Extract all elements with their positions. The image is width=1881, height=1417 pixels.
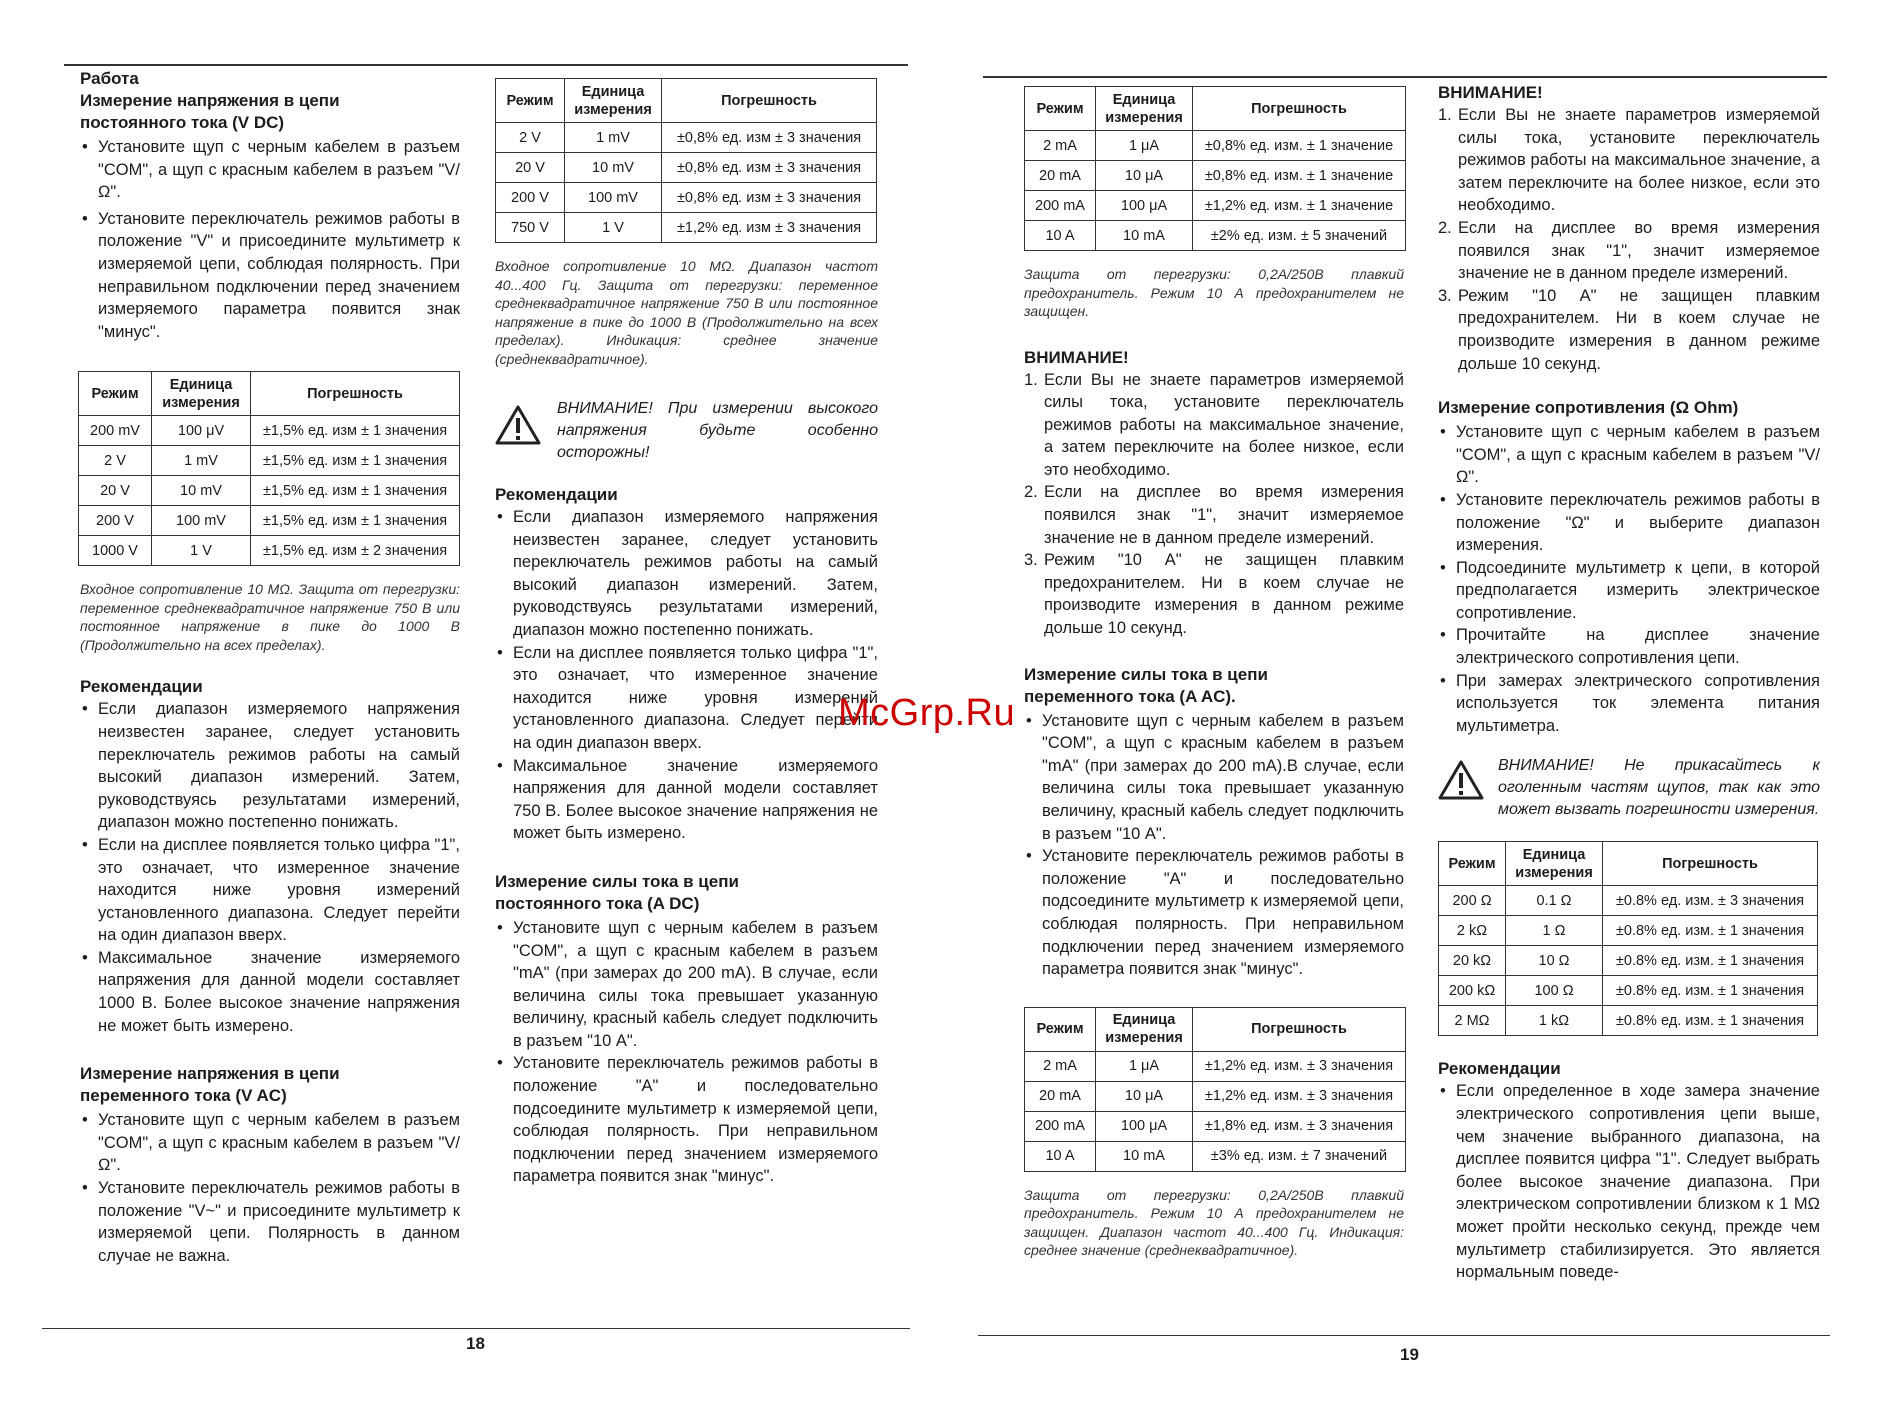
table-row bbox=[1439, 946, 1818, 976]
list-item: • Если диапазон измеряемого напряжения неизвестен заранее, следует установить переключатель режимов работы на самый высокий диапазон измерений. Затем, руководствуясь результатами измерений, диапазон можно постепенно понижать. bbox=[80, 698, 460, 834]
warning-triangle-icon bbox=[1438, 759, 1484, 801]
table-cell: 100 μA bbox=[1096, 1111, 1193, 1141]
list-item: • Установите щуп с черным кабелем в разъем "COM", а щуп с красным кабелем в разъем "V/Ω". bbox=[80, 136, 460, 204]
table-cell: 200 V bbox=[79, 506, 152, 536]
section-title: Работа bbox=[80, 69, 139, 88]
table-cell: 1 Ω bbox=[1506, 916, 1603, 946]
right-page-column-3 bbox=[1024, 86, 1404, 1260]
table-cell: 10 μA bbox=[1096, 161, 1193, 191]
page-number-right: 19 bbox=[1400, 1345, 1419, 1364]
aac-note: Защита от перегрузки: 0,2A/250B плавкий предохранитель. Режим 10 А предохранителем не защищен. Диапазон частот 40...400 Гц. Индикация: среднее значение (среднеквадратичное). bbox=[1024, 1186, 1404, 1259]
table-row bbox=[1439, 916, 1818, 946]
warning-list bbox=[1024, 369, 1404, 640]
left-page-column-1 bbox=[80, 68, 460, 1267]
list-item: • Установите переключатель режимов работы в положение "V" и присоедините мультиметр к измеряемой цепи, соблюдая полярность. При неправильном подключении перед значением измеряемого параметра появится знак "минус". bbox=[80, 208, 460, 344]
top-rule-left bbox=[64, 64, 908, 66]
vdc-table bbox=[78, 371, 460, 566]
ohm-table bbox=[1438, 841, 1818, 1036]
table-cell: 10 mA bbox=[1096, 1141, 1193, 1171]
table-cell: 10 Ω bbox=[1506, 946, 1603, 976]
table-cell: 2 V bbox=[496, 123, 565, 153]
page-number-left: 18 bbox=[466, 1334, 485, 1353]
table-cell: ±1,5% ед. изм ± 1 значения bbox=[251, 416, 460, 446]
table-row bbox=[79, 446, 460, 476]
table-cell: 1 V bbox=[152, 536, 251, 566]
table-row bbox=[1025, 131, 1406, 161]
table-cell: 2 MΩ bbox=[1439, 1006, 1506, 1036]
adc-note: Защита от перегрузки: 0,2A/250B плавкий предохранитель. Режим 10 А предохранителем не защищен. bbox=[1024, 266, 1404, 319]
table-cell: 2 V bbox=[79, 446, 152, 476]
table-header: Погрешность bbox=[662, 79, 877, 123]
table-cell: ±0.8% ед. изм. ± 3 значения bbox=[1603, 886, 1818, 916]
table-row bbox=[1025, 221, 1406, 251]
table-cell: 200 mA bbox=[1025, 191, 1096, 221]
heading-vdc: Измерение напряжения в цепи постоянного тока (V DC) bbox=[80, 91, 340, 132]
list-item: 3. Режим "10 A" не защищен плавким предохранителем. Ни в коем случае не производите измерения в данном режиме дольше 10 секунд. bbox=[1438, 286, 1820, 373]
vac-note: Входное сопротивление 10 MΩ. Диапазон частот 40...400 Гц. Защита от перегрузки: переменное среднеквадратичное напряжение 750 В или постоянное напряжение в пике до 1000 В (Продолжительно на всех пределах). Индикация: среднее значение (среднеквадратичное). bbox=[495, 258, 878, 367]
list-item: • Установите переключатель режимов работы в положение "A" и последовательно подсоедините мультиметр к измеряемой цепи, соблюдая полярность. При неправильном подключении перед значением измеряемого параметра появится знак "минус". bbox=[495, 1052, 878, 1188]
table-cell: ±0,8% ед. изм. ± 1 значение bbox=[1193, 131, 1406, 161]
heading-recommendations: Рекомендации bbox=[495, 485, 618, 504]
table-cell: ±0,8% ед. изм ± 3 значения bbox=[662, 153, 877, 183]
table-row bbox=[79, 416, 460, 446]
table-cell: 0.1 Ω bbox=[1506, 886, 1603, 916]
table-row bbox=[1025, 1111, 1406, 1141]
table-cell: ±0,8% ед. изм. ± 1 значение bbox=[1193, 161, 1406, 191]
table-row bbox=[79, 476, 460, 506]
table-header: Единица измерения bbox=[1506, 842, 1603, 886]
table-cell: ±1,5% ед. изм ± 1 значения bbox=[251, 446, 460, 476]
list-item: • Установите щуп с черным кабелем в разъем "COM", а щуп с красным кабелем в разъем "mA" (при замерах до 200 mA).В случае, если величина силы тока превышает указанную величину, красный кабель следует подключить в разъем "10 A". bbox=[1024, 710, 1404, 846]
table-cell: ±0.8% ед. изм. ± 1 значения bbox=[1603, 1006, 1818, 1036]
warning-list bbox=[1438, 104, 1820, 375]
table-header: Единица измерения bbox=[1096, 1007, 1193, 1051]
bottom-rule-left bbox=[42, 1328, 910, 1329]
table-cell: 10 A bbox=[1025, 221, 1096, 251]
table-cell: 200 mA bbox=[1025, 1111, 1096, 1141]
table-row bbox=[496, 123, 877, 153]
warning-heading: ВНИМАНИЕ! bbox=[1024, 347, 1129, 367]
table-cell: ±1,5% ед. изм ± 1 значения bbox=[251, 506, 460, 536]
table-cell: 200 mV bbox=[79, 416, 152, 446]
table-cell: 2 mA bbox=[1025, 1051, 1096, 1081]
table-cell: 1 kΩ bbox=[1506, 1006, 1603, 1036]
list-item: • Если определенное в ходе замера значение электрического сопротивления цепи выше, чем значение выбранного диапазона, на дисплее появится цифра "1". Следует выбрать более высокое значение диапазона. При электрическом сопротивлении близком к 1 MΩ может пройти несколько секунд, прежде чем мультиметр стабилизируется. Это является нормальным поведе- bbox=[1438, 1080, 1820, 1283]
table-cell: ±1,2% ед. изм. ± 1 значение bbox=[1193, 191, 1406, 221]
right-page-column-4 bbox=[1438, 82, 1820, 1284]
table-row bbox=[1025, 161, 1406, 191]
warning-triangle-icon bbox=[495, 404, 541, 446]
table-cell: 20 kΩ bbox=[1439, 946, 1506, 976]
list-item: • Установите щуп с черным кабелем в разъем "COM", а щуп с красным кабелем в разъем "V/Ω". bbox=[80, 1109, 460, 1177]
heading-vac: Измерение напряжения в цепи переменного тока (V AC) bbox=[80, 1064, 340, 1106]
table-row bbox=[1439, 1006, 1818, 1036]
table-header: Режим bbox=[1025, 87, 1096, 131]
table-row bbox=[496, 183, 877, 213]
table-cell: 1 mV bbox=[152, 446, 251, 476]
table-cell: 1000 V bbox=[79, 536, 152, 566]
list-item: • Если диапазон измеряемого напряжения неизвестен заранее, следует установить переключатель режимов работы на самый высокий диапазон измерений. Затем, руководствуясь результатами измерений, диапазон можно постепенно понижать. bbox=[495, 506, 878, 642]
table-cell: 20 mA bbox=[1025, 1081, 1096, 1111]
table-cell: ±0,8% ед. изм ± 3 значения bbox=[662, 183, 877, 213]
table-header: Единица измерения bbox=[565, 79, 662, 123]
table-cell: 10 μA bbox=[1096, 1081, 1193, 1111]
list-item: • Максимальное значение измеряемого напряжения для данной модели составляет 750 В. Более высокое значение напряжения не может быть измерено. bbox=[495, 755, 878, 845]
table-cell: ±1,8% ед. изм. ± 3 значения bbox=[1193, 1111, 1406, 1141]
heading-adc: Измерение силы тока в цепи постоянного тока (A DC) bbox=[495, 871, 739, 913]
table-cell: 1 μA bbox=[1096, 1051, 1193, 1081]
table-cell: ±1,2% ед. изм. ± 3 значения bbox=[1193, 1081, 1406, 1111]
high-voltage-warning bbox=[495, 398, 878, 464]
top-rule-right bbox=[983, 76, 1827, 78]
list-item: • Установите переключатель режимов работы в положение "A" и последовательно подсоедините мультиметр к измеряемой цепи, соблюдая полярность. При неправильном подключении перед значением измеряемого параметра появится знак "минус". bbox=[1024, 845, 1404, 981]
table-row bbox=[1025, 1141, 1406, 1171]
table-cell: ±0.8% ед. изм. ± 1 значения bbox=[1603, 946, 1818, 976]
list-item: • Установите щуп с черным кабелем в разъем "COM", а щуп с красным кабелем в разъем "V/Ω". bbox=[1438, 421, 1820, 489]
table-header: Погрешность bbox=[251, 372, 460, 416]
list-item: • Прочитайте на дисплее значение электрического сопротивления цепи. bbox=[1438, 624, 1820, 669]
list-item: 1. Если Вы не знаете параметров измеряемой силы тока, установите переключатель режимов работы на максимальное значение, а затем переключите на более низкое, если это необходимо. bbox=[1438, 106, 1820, 215]
table-cell: 10 mA bbox=[1096, 221, 1193, 251]
table-cell: 20 V bbox=[496, 153, 565, 183]
heading-recommendations: Рекомендации bbox=[80, 677, 203, 697]
list-item: 2. Если на дисплее во время измерения появился знак "1", значит измеряемое значение не в данном пределе измерений. bbox=[1438, 218, 1820, 283]
table-cell: 100 mV bbox=[152, 506, 251, 536]
table-cell: 1 mV bbox=[565, 123, 662, 153]
warning-heading: ВНИМАНИЕ! bbox=[1438, 83, 1543, 102]
table-cell: ±0.8% ед. изм. ± 1 значения bbox=[1603, 916, 1818, 946]
table-header: Погрешность bbox=[1193, 1007, 1406, 1051]
table-cell: 2 mA bbox=[1025, 131, 1096, 161]
aac-table bbox=[1024, 1007, 1406, 1172]
heading-aac: Измерение силы тока в цепи переменного тока (A AC). bbox=[1024, 664, 1268, 706]
table-cell: 10 mV bbox=[565, 153, 662, 183]
table-header: Единица измерения bbox=[152, 372, 251, 416]
warning-text: ВНИМАНИЕ! При измерении высокого напряжения будьте особенно осторожны! bbox=[557, 400, 878, 461]
table-row bbox=[496, 153, 877, 183]
heading-ohm: Измерение сопротивления (Ω Ohm) bbox=[1438, 398, 1739, 418]
table-cell: 200 V bbox=[496, 183, 565, 213]
table-cell: 1 V bbox=[565, 213, 662, 243]
table-cell: 100 μV bbox=[152, 416, 251, 446]
left-page-column-2 bbox=[495, 78, 878, 1188]
vac-table bbox=[495, 78, 877, 243]
table-cell: 10 mV bbox=[152, 476, 251, 506]
table-row bbox=[79, 506, 460, 536]
table-cell: 2 kΩ bbox=[1439, 916, 1506, 946]
table-header: Единица измерения bbox=[1096, 87, 1193, 131]
table-header: Режим bbox=[79, 372, 152, 416]
recommendations-list bbox=[495, 506, 878, 845]
table-cell: 750 V bbox=[496, 213, 565, 243]
table-cell: 100 μA bbox=[1096, 191, 1193, 221]
recommendations-list bbox=[1438, 1080, 1820, 1283]
vac-list bbox=[80, 1109, 460, 1267]
bottom-rule-right bbox=[978, 1335, 1830, 1336]
list-item: • Максимальное значение измеряемого напряжения для данной модели составляет 1000 В. Более высокое значение напряжения не может быть измерено. bbox=[80, 947, 460, 1037]
table-cell: 200 kΩ bbox=[1439, 976, 1506, 1006]
list-item: • Установите щуп с черным кабелем в разъем "COM", а щуп с красным кабелем в разъем "mA" (при замерах до 200 mA). В случае, если величина силы тока превышает указанную величину, красный кабель следует подключить в разъем "10 A". bbox=[495, 917, 878, 1053]
table-row bbox=[1439, 976, 1818, 1006]
table-row bbox=[1025, 1081, 1406, 1111]
list-item: • Установите переключатель режимов работы в положение "Ω" и выберите диапазон измерения. bbox=[1438, 489, 1820, 557]
table-cell: ±3% ед. изм. ± 7 значений bbox=[1193, 1141, 1406, 1171]
table-cell: ±1,2% ед. изм. ± 3 значения bbox=[1193, 1051, 1406, 1081]
table-header: Погрешность bbox=[1603, 842, 1818, 886]
list-item: • Если на дисплее появляется только цифра "1", это означает, что измеренное значение находится ниже уровня измерений установленного диапазона. Следует перейти на один диапазон вверх. bbox=[80, 834, 460, 947]
table-row bbox=[1439, 886, 1818, 916]
adc-list bbox=[495, 917, 878, 1188]
table-cell: ±1,5% ед. изм ± 1 значения bbox=[251, 476, 460, 506]
recommendations-list bbox=[80, 698, 460, 1037]
table-cell: 100 Ω bbox=[1506, 976, 1603, 1006]
table-row bbox=[1025, 191, 1406, 221]
list-item: 3. Режим "10 A" не защищен плавким предохранителем. Ни в коем случае не производите измерения в данном режиме дольше 10 секунд. bbox=[1024, 551, 1404, 638]
table-cell: ±0,8% ед. изм ± 3 значения bbox=[662, 123, 877, 153]
table-row bbox=[79, 536, 460, 566]
table-header: Режим bbox=[1025, 1007, 1096, 1051]
table-cell: 100 mV bbox=[565, 183, 662, 213]
table-cell: 200 Ω bbox=[1439, 886, 1506, 916]
table-header: Режим bbox=[1439, 842, 1506, 886]
table-cell: 1 μA bbox=[1096, 131, 1193, 161]
table-cell: ±0.8% ед. изм. ± 1 значения bbox=[1603, 976, 1818, 1006]
table-cell: ±1,2% ед. изм ± 3 значения bbox=[662, 213, 877, 243]
list-item: • При замерах электрического сопротивления используется ток элемента питания мультиметра. bbox=[1438, 670, 1820, 738]
probe-warning bbox=[1438, 755, 1820, 821]
table-row bbox=[1025, 1051, 1406, 1081]
ohm-list bbox=[1438, 421, 1820, 737]
list-item: • Установите переключатель режимов работы в положение "V~" и присоедините мультиметр к измеряемой цепи. Полярность в данном случае не важна. bbox=[80, 1177, 460, 1267]
list-item: 2. Если на дисплее во время измерения появился знак "1", значит измеряемое значение не в данном пределе измерений. bbox=[1024, 483, 1404, 547]
warning-text: ВНИМАНИЕ! Не прикасайтесь к оголенным частям щупов, так как это может вызвать погрешности измерения. bbox=[1498, 757, 1820, 819]
table-cell: 20 mA bbox=[1025, 161, 1096, 191]
aac-list bbox=[1024, 710, 1404, 981]
table-cell: ±2% ед. изм. ± 5 значений bbox=[1193, 221, 1406, 251]
table-cell: ±1,5% ед. изм ± 2 значения bbox=[251, 536, 460, 566]
vdc-list bbox=[80, 136, 460, 343]
table-cell: 20 V bbox=[79, 476, 152, 506]
table-header: Режим bbox=[496, 79, 565, 123]
list-item: 1. Если Вы не знаете параметров измеряемой силы тока, установите переключатель режимов работы на максимальное значение, а затем переключите на более низкое, если это необходимо. bbox=[1024, 370, 1404, 479]
table-row bbox=[496, 213, 877, 243]
watermark: McGrp.Ru bbox=[838, 692, 1016, 734]
vdc-note: Входное сопротивление 10 MΩ. Защита от перегрузки: переменное среднеквадратичное напряжение 750 В или постоянное напряжение в пике до 1000 В (Продолжительно на всех пределах). bbox=[80, 581, 460, 653]
heading-recommendations: Рекомендации bbox=[1438, 1059, 1561, 1079]
table-header: Погрешность bbox=[1193, 87, 1406, 131]
adc-table bbox=[1024, 86, 1406, 251]
list-item: • Если на дисплее появляется только цифра "1", это означает, что измеренное значение находится ниже уровня измерений установленного диапазона. Следует перейти на один диапазон вверх. bbox=[495, 642, 878, 755]
table-cell: 10 A bbox=[1025, 1141, 1096, 1171]
list-item: • Подсоедините мультиметр к цепи, в которой предполагается измерить электрическое сопротивление. bbox=[1438, 557, 1820, 625]
